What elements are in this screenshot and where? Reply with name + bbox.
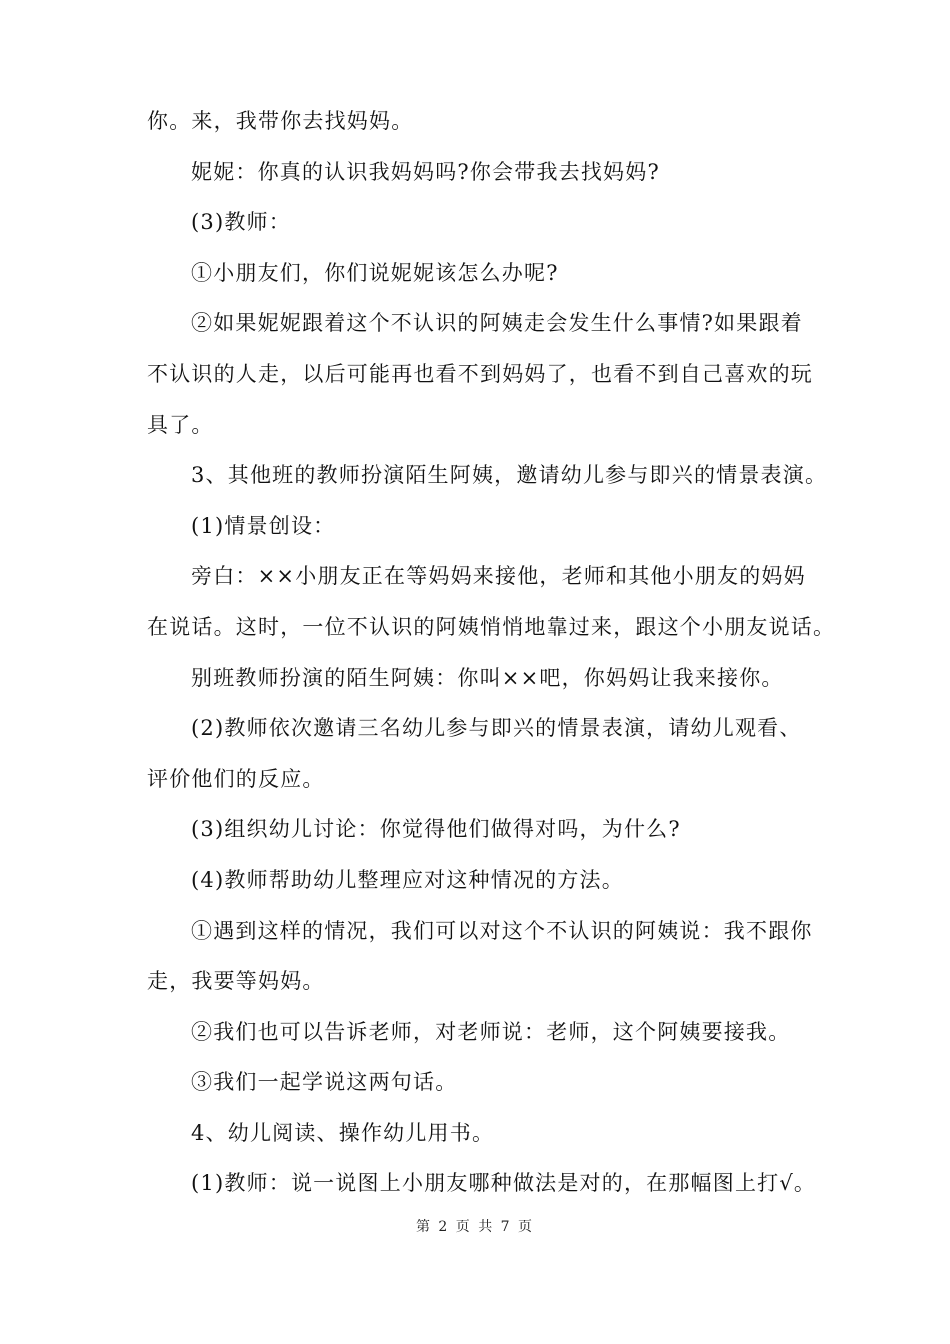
text-line: ①遇到这样的情况，我们可以对这个不认识的阿姨说：我不跟你: [191, 918, 813, 943]
text-line: 妮妮：你真的认识我妈妈吗?你会带我去找妈妈?: [191, 159, 660, 184]
text-line: ②我们也可以告诉老师，对老师说：老师，这个阿姨要接我。: [191, 1019, 791, 1044]
text-line: 走，我要等妈妈。: [147, 969, 325, 994]
text-line: (2)教师依次邀请三名幼儿参与即兴的情景表演，请幼儿观看、: [191, 716, 802, 741]
document-body: [147, 96, 836, 1209]
text-line: 别班教师扮演的陌生阿姨：你叫××吧，你妈妈让我来接你。: [191, 665, 784, 690]
text-line: (1)情景创设：: [191, 513, 336, 538]
text-line: ①小朋友们，你们说妮妮该怎么办呢?: [191, 260, 559, 285]
text-line: 不认识的人走，以后可能再也看不到妈妈了，也看不到自己喜欢的玩: [147, 361, 813, 386]
text-line: (1)教师：说一说图上小朋友哪种做法是对的，在那幅图上打√。: [191, 1171, 817, 1196]
page-footer: 第 2 页 共 7 页: [415, 1219, 535, 1235]
text-line: (4)教师帮助幼儿整理应对这种情况的方法。: [191, 867, 624, 892]
text-line: 评价他们的反应。: [147, 766, 325, 791]
text-line: (3)教师：: [191, 210, 291, 235]
text-line: 4、幼儿阅读、操作幼儿用书。: [191, 1120, 495, 1145]
text-line: 在说话。这时，一位不认识的阿姨悄悄地靠过来，跟这个小朋友说话。: [147, 614, 836, 639]
text-line: ③我们一起学说这两句话。: [191, 1070, 458, 1095]
text-line: 旁白：××小朋友正在等妈妈来接他，老师和其他小朋友的妈妈: [191, 564, 806, 589]
text-line: 3、其他班的教师扮演陌生阿姨，邀请幼儿参与即兴的情景表演。: [191, 463, 828, 488]
text-line: 具了。: [147, 412, 214, 437]
text-line: 你。来，我带你去找妈妈。: [147, 109, 414, 133]
text-line: (3)组织幼儿讨论：你觉得他们做得对吗，为什么?: [191, 817, 681, 842]
text-line: ②如果妮妮跟着这个不认识的阿姨走会发生什么事情?如果跟着: [191, 311, 803, 336]
